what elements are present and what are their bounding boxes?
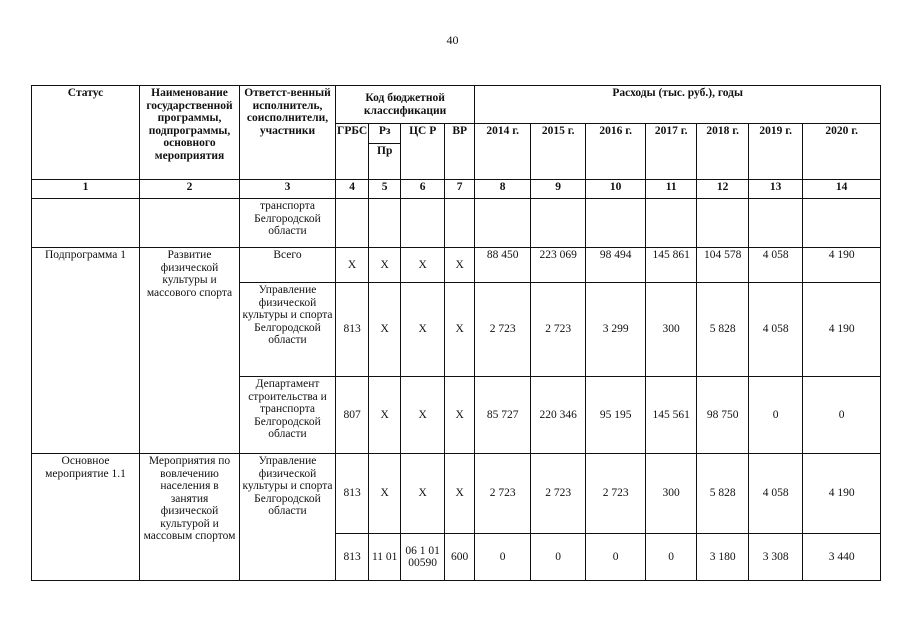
header-executor: Ответст-венный исполнитель, соисполнители, участники (240, 86, 336, 180)
rz-cell: Х (369, 454, 401, 534)
value-cell: 4 058 (749, 248, 803, 283)
col-number: 14 (803, 180, 881, 199)
col-number: 2 (140, 180, 240, 199)
col-number: 11 (646, 180, 697, 199)
header-csr: ЦС Р (401, 124, 445, 180)
col-number: 10 (586, 180, 646, 199)
value-cell: 0 (531, 534, 586, 581)
csr-cell: Х (401, 248, 445, 283)
vr-cell: Х (445, 377, 475, 454)
value-cell: 145 561 (646, 377, 697, 454)
header-year-2014: 2014 г. (475, 124, 531, 180)
budget-table (31, 85, 881, 581)
status-cell: Подпрограмма 1 (32, 248, 140, 454)
name-cell: Мероприятия по вовлечению населения в занятия физической культурой и массовым спортом (140, 454, 240, 581)
value-cell: 0 (646, 534, 697, 581)
col-number: 7 (445, 180, 475, 199)
value-cell: 3 180 (697, 534, 749, 581)
header-year-2016: 2016 г. (586, 124, 646, 180)
value-cell: 145 861 (646, 248, 697, 283)
value-cell: 3 440 (803, 534, 881, 581)
value-cell: 98 494 (586, 248, 646, 283)
value-cell: 4 058 (749, 283, 803, 377)
value-cell: 0 (749, 377, 803, 454)
col-number: 8 (475, 180, 531, 199)
value-cell: 2 723 (531, 283, 586, 377)
col-number: 6 (401, 180, 445, 199)
executor-cell: Управление физической культуры и спорта Белгородской области (240, 283, 336, 377)
csr-cell: Х (401, 454, 445, 534)
name-cell: Развитие физической культуры и массового спорта (140, 248, 240, 454)
value-cell: 85 727 (475, 377, 531, 454)
value-cell: 2 723 (475, 454, 531, 534)
col-number: 13 (749, 180, 803, 199)
value-cell: 3 299 (586, 283, 646, 377)
vr-cell: Х (445, 454, 475, 534)
col-number: 5 (369, 180, 401, 199)
grbs-cell: 807 (336, 377, 369, 454)
rz-cell: Х (369, 283, 401, 377)
header-vr: ВР (445, 124, 475, 180)
rz-cell: 11 01 (369, 534, 401, 581)
executor-cell: транспорта Белгородской области (240, 199, 336, 248)
value-cell: 0 (586, 534, 646, 581)
vr-cell: Х (445, 248, 475, 283)
header-expenses: Расходы (тыс. руб.), годы (475, 86, 881, 124)
table-row (32, 199, 881, 248)
header-year-2018: 2018 г. (697, 124, 749, 180)
vr-cell: Х (445, 283, 475, 377)
col-number: 3 (240, 180, 336, 199)
value-cell: 3 308 (749, 534, 803, 581)
table-row (32, 248, 881, 283)
page-number: 40 (446, 33, 459, 47)
executor-cell: Управление физической культуры и спорта Белгородской области (240, 454, 336, 581)
value-cell: 0 (803, 377, 881, 454)
status-cell: Основное мероприятие 1.1 (32, 454, 140, 581)
value-cell: 300 (646, 283, 697, 377)
header-year-2019: 2019 г. (749, 124, 803, 180)
value-cell: 4 190 (803, 248, 881, 283)
header-budget-code: Код бюджетной классификации (336, 86, 475, 124)
column-number-row (32, 180, 881, 199)
grbs-cell: Х (336, 248, 369, 283)
value-cell: 5 828 (697, 454, 749, 534)
col-number: 1 (32, 180, 140, 199)
value-cell: 220 346 (531, 377, 586, 454)
header-year-2017: 2017 г. (646, 124, 697, 180)
header-status: Статус (32, 86, 140, 180)
grbs-cell: 813 (336, 283, 369, 377)
header-pr: Пр (369, 144, 401, 180)
value-cell: 4 058 (749, 454, 803, 534)
csr-cell: Х (401, 283, 445, 377)
csr-cell: 06 1 01 00590 (401, 534, 445, 581)
col-number: 4 (336, 180, 369, 199)
value-cell: 95 195 (586, 377, 646, 454)
grbs-cell: 813 (336, 534, 369, 581)
value-cell: 4 190 (803, 283, 881, 377)
value-cell: 300 (646, 454, 697, 534)
csr-cell: Х (401, 377, 445, 454)
col-number: 9 (531, 180, 586, 199)
header-year-2015: 2015 г. (531, 124, 586, 180)
rz-cell: Х (369, 248, 401, 283)
table-row (32, 454, 881, 534)
executor-cell: Всего (240, 248, 336, 283)
value-cell: 2 723 (531, 454, 586, 534)
value-cell: 5 828 (697, 283, 749, 377)
value-cell: 88 450 (475, 248, 531, 283)
value-cell: 104 578 (697, 248, 749, 283)
header-grbs: ГРБС (336, 124, 369, 180)
header-rz: Рз (369, 124, 401, 144)
col-number: 12 (697, 180, 749, 199)
header-year-2020: 2020 г. (803, 124, 881, 180)
executor-cell: Департамент строительства и транспорта Белгородской области (240, 377, 336, 454)
header-name: Наименование государственной программы, подпрограммы, основного мероприятия (140, 86, 240, 180)
value-cell: 2 723 (475, 283, 531, 377)
value-cell: 0 (475, 534, 531, 581)
value-cell: 223 069 (531, 248, 586, 283)
rz-cell: Х (369, 377, 401, 454)
grbs-cell: 813 (336, 454, 369, 534)
value-cell: 2 723 (586, 454, 646, 534)
vr-cell: 600 (445, 534, 475, 581)
value-cell: 4 190 (803, 454, 881, 534)
value-cell: 98 750 (697, 377, 749, 454)
